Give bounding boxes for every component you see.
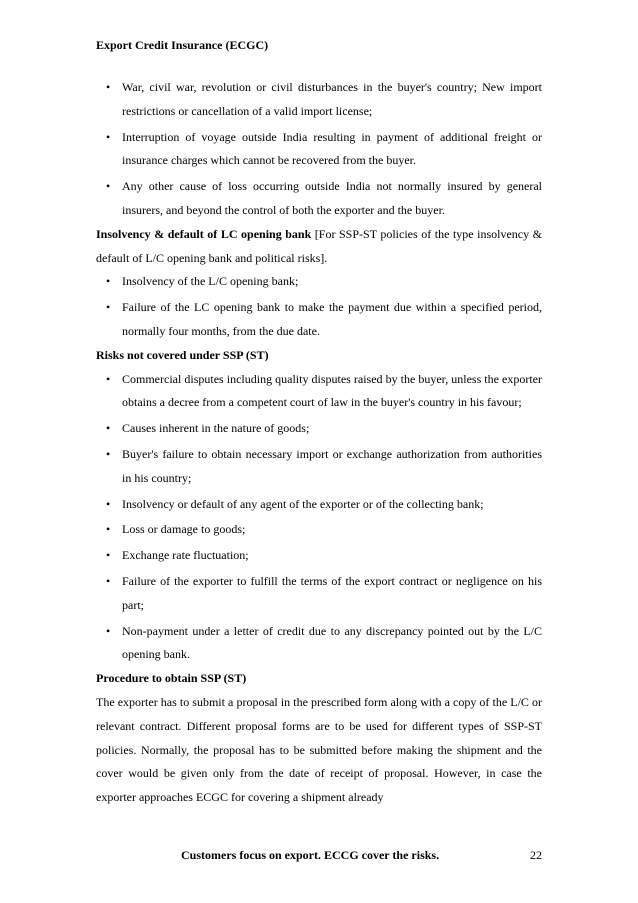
list-item: • Non-payment under a letter of credit due to any discrepancy pointed out by the L/C opening bank. bbox=[96, 620, 542, 668]
bullet-icon: • bbox=[106, 446, 111, 461]
section2-intro-paragraph bbox=[96, 223, 542, 271]
section1-bullet-list bbox=[96, 76, 542, 223]
bullet-icon: • bbox=[106, 80, 111, 94]
page-header-title: Export Credit Insurance (ECGC) bbox=[96, 38, 269, 52]
section3-heading: Risks not covered under SSP (ST) bbox=[96, 347, 269, 362]
list-item: • War, civil war, revolution or civil disturbances in the buyer's country; New import restrictions or cancellation of a valid import license; bbox=[96, 76, 542, 124]
list-item: • Failure of the exporter to fulfill the terms of the export contract or negligence on his part; bbox=[96, 570, 542, 618]
list-item: • Commercial disputes including quality disputes raised by the buyer, unless the exporter obtains a decree from a competent court of law in the buyer's country in his favour; bbox=[96, 368, 542, 416]
list-item: • Buyer's failure to obtain necessary import or exchange authorization from authorities in his country; bbox=[96, 443, 542, 491]
list-item: • Any other cause of loss occurring outside India not normally insured by general insurers, and beyond the control of both the exporter and the buyer. bbox=[96, 175, 542, 223]
list-item: • Causes inherent in the nature of goods; bbox=[96, 417, 542, 441]
section4-paragraph: The exporter has to submit a proposal in the prescribed form along with a copy of the L/C or relevant contract. Different proposal forms are to be used for different types of SSP-ST policies. Normally, the proposal has to be submitted before making the shipment and the cover would be given only from the date of receipt of proposal. However, in case the exporter approaches ECGC for covering a shipment already bbox=[96, 694, 542, 805]
bullet-icon: • bbox=[106, 573, 111, 588]
list-item: • Insolvency of the L/C opening bank; bbox=[96, 270, 542, 294]
bullet-icon: • bbox=[106, 548, 111, 563]
bullet-icon: • bbox=[106, 522, 111, 537]
bullet-icon: • bbox=[106, 129, 111, 144]
section3-bullet-list bbox=[96, 368, 542, 668]
section2-intro-text: [For SSP-ST policies of the type insolvency & default of L/C opening bank and political risks]. bbox=[96, 226, 542, 265]
list-item: • Interruption of voyage outside India resulting in payment of additional freight or insurance charges which cannot be recovered from the buyer. bbox=[96, 126, 542, 174]
bullet-icon: • bbox=[106, 371, 111, 386]
document-body bbox=[96, 76, 542, 810]
bullet-icon: • bbox=[106, 421, 111, 436]
section2-heading: Insolvency & default of LC opening bank bbox=[96, 226, 312, 241]
page-number: 22 bbox=[530, 848, 542, 862]
bullet-icon: • bbox=[106, 623, 111, 638]
bullet-icon: • bbox=[106, 300, 111, 315]
section2-bullet-list bbox=[96, 270, 542, 343]
list-item: • Exchange rate fluctuation; bbox=[96, 544, 542, 568]
section4-heading: Procedure to obtain SSP (ST) bbox=[96, 671, 247, 686]
list-item: • Failure of the LC opening bank to make the payment due within a specified period, normally four months, from the due date. bbox=[96, 296, 542, 344]
list-item: • Insolvency or default of any agent of the exporter or of the collecting bank; bbox=[96, 493, 542, 517]
list-item: • Loss or damage to goods; bbox=[96, 518, 542, 542]
bullet-icon: • bbox=[106, 179, 111, 194]
page-footer bbox=[96, 848, 542, 864]
footer-text: Customers focus on export. ECCG cover the risks. bbox=[181, 848, 440, 862]
bullet-icon: • bbox=[106, 274, 111, 289]
bullet-icon: • bbox=[106, 496, 111, 511]
